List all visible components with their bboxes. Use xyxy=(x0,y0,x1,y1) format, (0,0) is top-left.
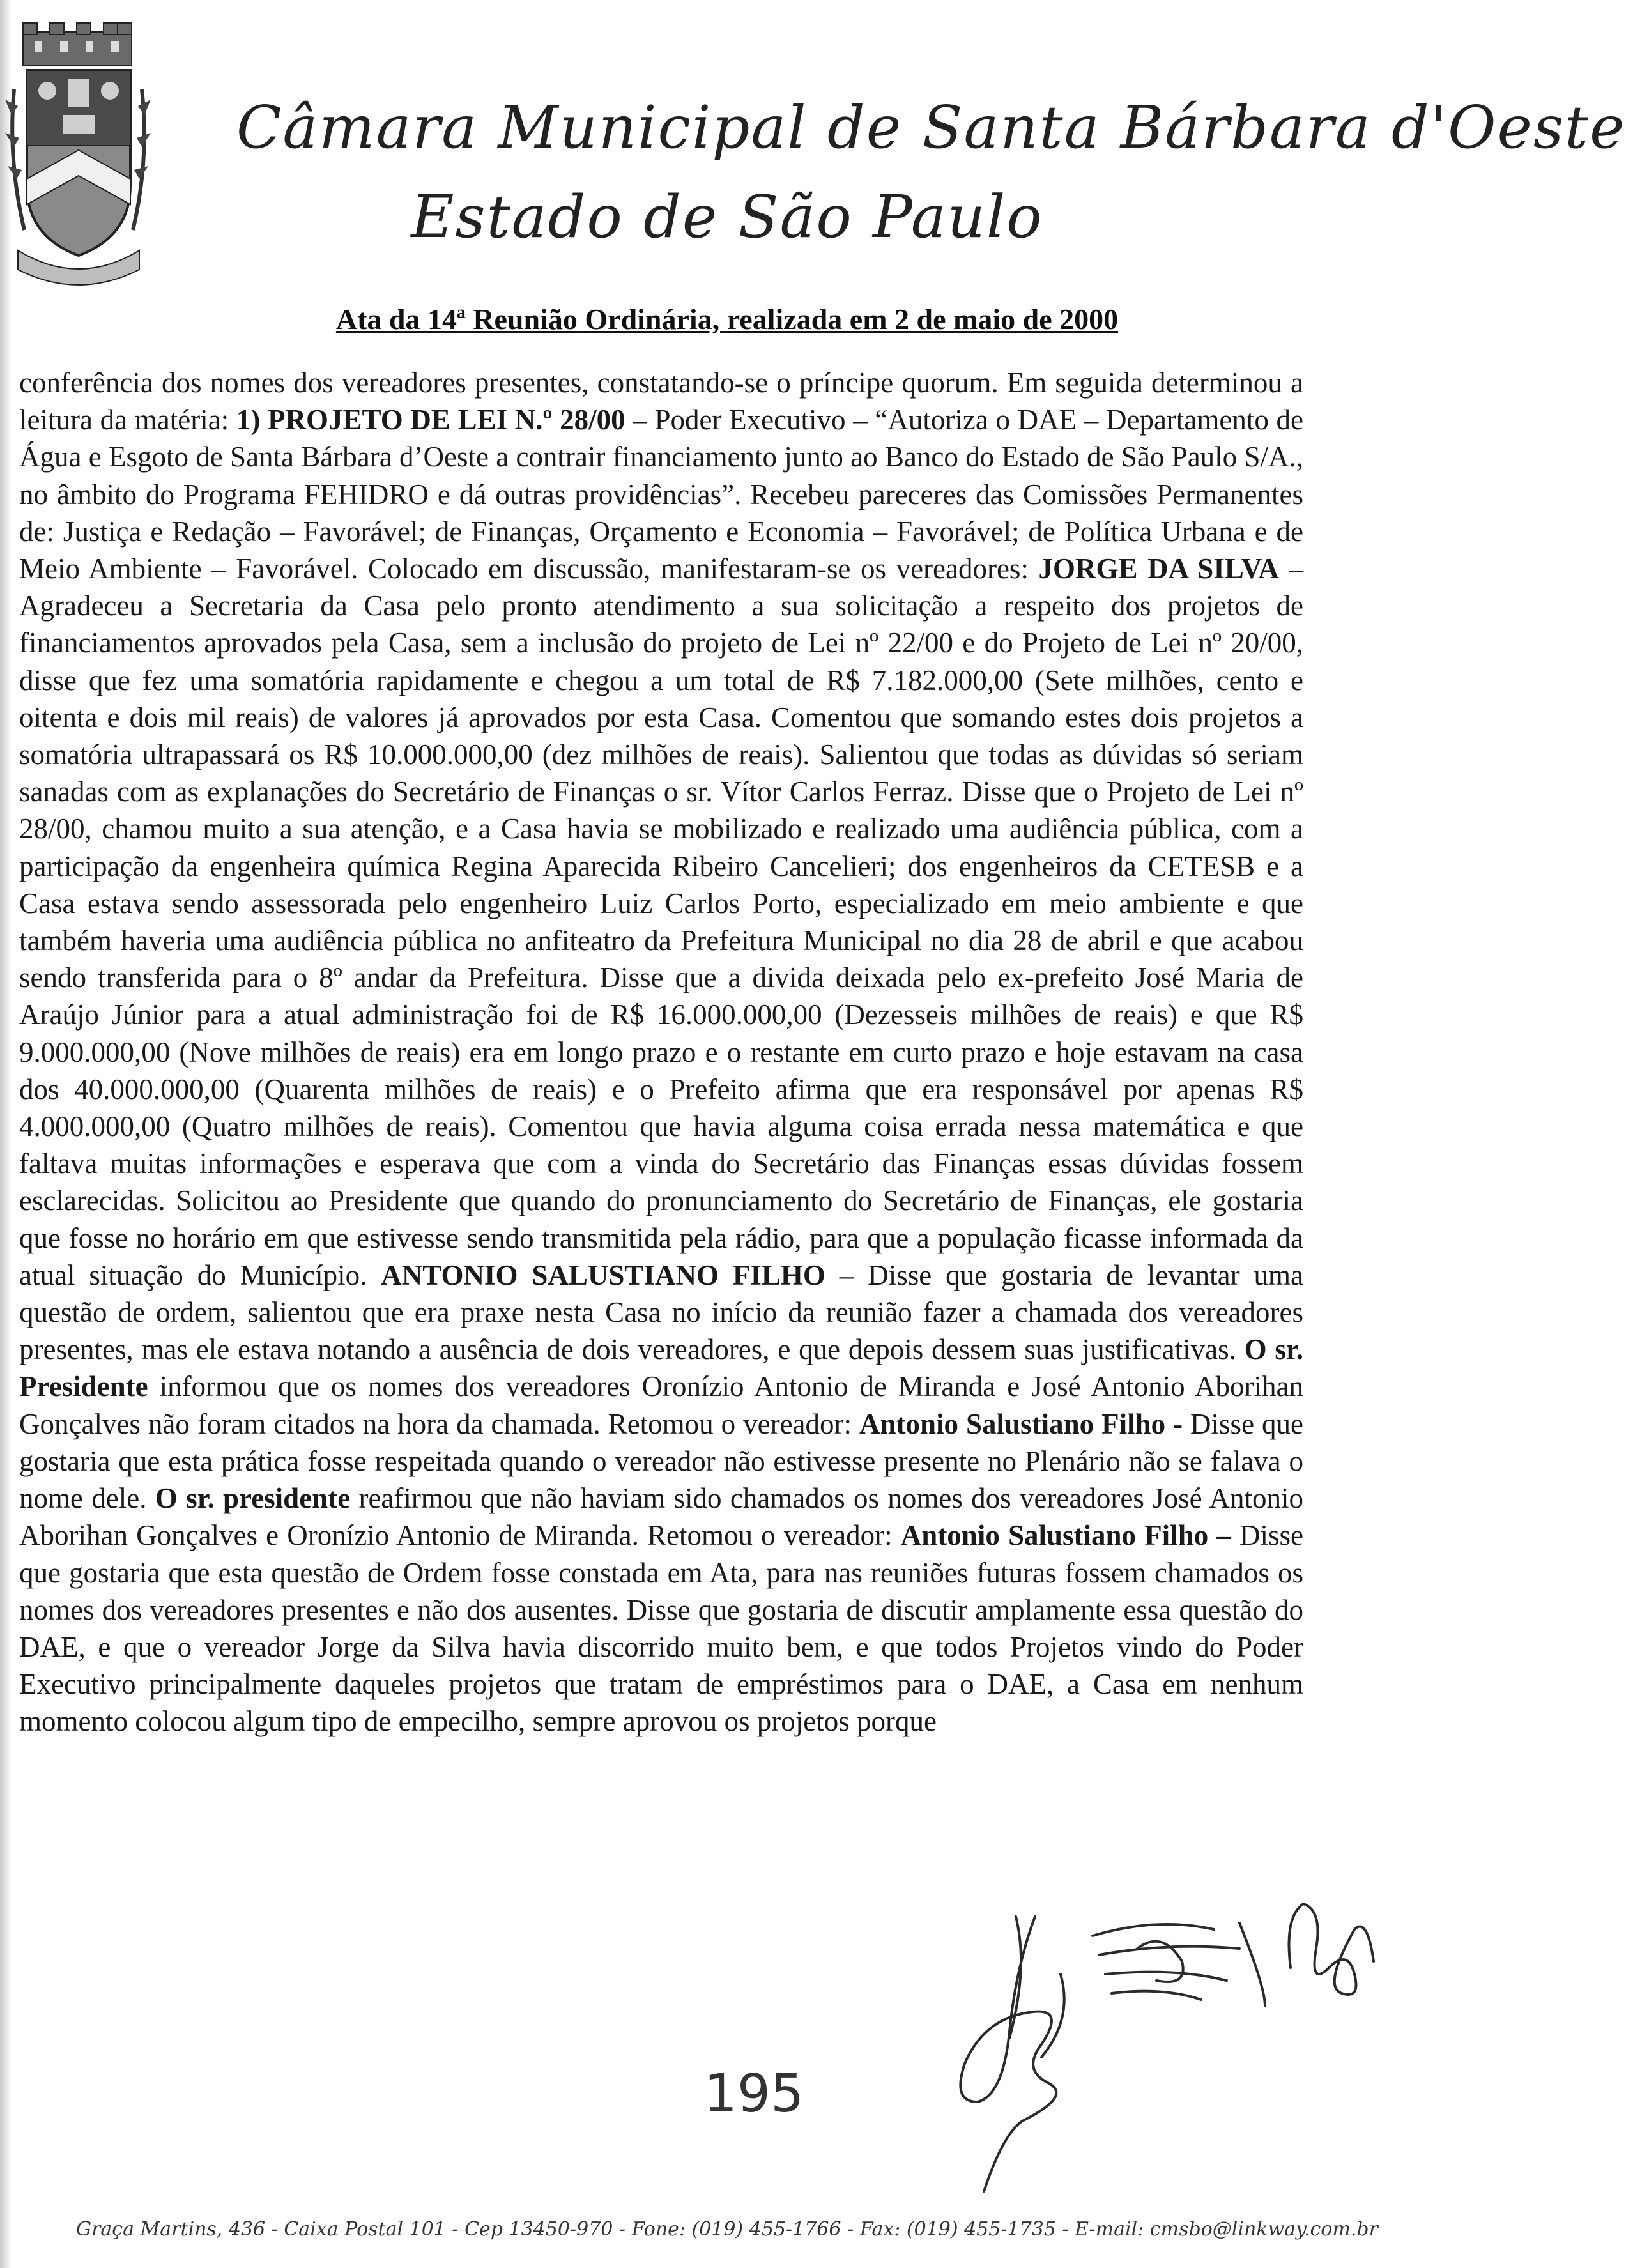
state-name-heading: Estado de São Paulo xyxy=(411,183,1043,251)
bill-reference: 1) PROJETO DE LEI N.º 28/00 xyxy=(236,404,625,436)
body-text-segment: – Agradeceu a Secretaria da Casa pelo pronto atendimento a sua solicitação a respeito dos projetos de financiamentos aprovados pela Casa, sem a inclusão do projeto de Lei nº 22/00 e do Projeto de Lei nº 20/00, disse que fez uma somatória rapidamente e chegou a um total de R$ 7.182.000,00 (Sete milhões, cento e oitenta e dois mil reais) de valores já aprovados por esta Casa. Comentou que somando estes dois projetos a somatória ultrapassará os R$ 10.000.000,00 (dez milhões de reais). Salientou que todas as dúvidas só seriam sanadas com as explanações do Secretário de Finanças o sr. Vítor Carlos Ferraz. Disse que o Projeto de Lei nº 28/00, chamou muito a sua atenção, e a Casa havia se mobilizado e realizado uma audiência pública, com a participação da engenheira química Regina Aparecida Ribeiro Cancelieri; dos engenheiros da CETESB e a Casa estava sendo assessorada pelo engenheiro Luiz Carlos Porto, especializado em meio ambiente e que também haveria uma audiência pública no anfiteatro da Prefeitura Municipal no dia 28 de abril e que acabou sendo transferida para o 8º andar da Prefeitura. Disse que a divida deixada pelo ex-prefeito José Maria de Araújo Júnior para a atual administração foi de R$ 16.000.000,00 (Dezesseis milhões de reais) e que R$ 9.000.000,00 (Nove milhões de reais) era em longo prazo e o restante em curto prazo e hoje estavam na casa dos 40.000.000,00 (Quarenta milhões de reais) e o Prefeito afirma que era responsável por apenas R$ 4.000.000,00 (Quatro milhões de reais). Comentou que havia alguma coisa errada nessa matemática e que faltava muitas informações e esperava que com a vinda do Secretário das Finanças essas dúvidas fossem esclarecidas. Solicitou ao Presidente que quando do pronunciamento do Secretário de Finanças, ele gostaria que fosse no horário em que estivesse sendo transmitida pela rádio, para que a população ficasse informada da atual situação do Município. xyxy=(19,553,1303,1291)
speaker-name: Antonio Salustiano Filho - xyxy=(859,1407,1183,1440)
speaker-name: O sr. Presidente xyxy=(19,1333,1303,1403)
page-number: 195 xyxy=(703,2064,804,2124)
minutes-title: Ata da 14ª Reunião Ordinária, realizada em 2 de maio de 2000 xyxy=(335,303,1119,335)
body-text-segment: – Poder Executivo – “Autoriza o DAE – Departamento de Água e Esgoto de Santa Bárbara d’Oeste a contrair financiamento junto ao Banco do Estado de São Paulo S/A., no âmbito do Programa FEHIDRO e dá outras providências”. Recebeu pareceres das Comissões Permanentes de: Justiça e Redação – Favorável; de Finanças, Orçamento e Economia – Favorável; de Política Urbana e de Meio Ambiente – Favorável. Colocado em discussão, manifestaram-se os vereadores: xyxy=(19,404,1304,585)
body-text-segment: conferência dos nomes dos vereadores presentes, constatando-se o príncipe quorum. Em seguida determinou a leitura da matéria: xyxy=(19,367,1303,436)
minutes-body xyxy=(19,364,1303,1740)
handwritten-signatures xyxy=(882,1891,1418,2211)
scanned-page-edge xyxy=(0,0,12,2268)
speaker-name: O sr. presidente xyxy=(155,1482,351,1515)
chamber-name-heading: Câmara Municipal de Santa Bárbara d'Oeste xyxy=(236,93,1626,162)
body-text-segment: Disse que gostaria que esta prática fosse respeitada quando o vereador não estivesse presente no Plenário não se falava o nome dele. xyxy=(19,1407,1303,1515)
body-text-segment: informou que os nomes dos vereadores Oronízio Antonio de Miranda e José Antonio Aborihan Gonçalves não foram citados na hora da chamada. Retomou o vereador: xyxy=(19,1370,1303,1440)
speaker-name: Antonio Salustiano Filho – xyxy=(900,1519,1231,1552)
body-text-segment: reafirmou que não haviam sido chamados os nomes dos vereadores José Antonio Aborihan Gonçalves e Oronízio Antonio de Miranda. Retomou o vereador: xyxy=(19,1482,1303,1552)
body-text-segment: Disse que gostaria que esta questão de Ordem fosse constada em Ata, para nas reuniões futuras fossem chamados os nomes dos vereadores presentes e não dos ausentes. Disse que gostaria de discutir amplamente essa questão do DAE, e que o vereador Jorge da Silva havia discorrido muito bem, e que todos Projetos vindo do Poder Executivo principalmente daqueles projetos que tratam de empréstimos para o DAE, a Casa em nenhum momento colocou algum tipo de empecilho, sempre aprovou os projetos porque xyxy=(19,1519,1303,1738)
minutes-paragraph xyxy=(19,364,1303,1740)
footer-contact-info: Graça Martins, 436 - Caixa Postal 101 - Cep 13450-970 - Fone: (019) 455-1766 - Fax: (019) 455-1735 - E-mail: cmsbo@linkway.com.br xyxy=(76,2218,1378,2241)
speaker-name: JORGE DA SILVA xyxy=(1038,553,1279,585)
speaker-name: ANTONIO SALUSTIANO FILHO xyxy=(381,1259,825,1291)
body-text-segment: – Disse que gostaria de levantar uma questão de ordem, salientou que era praxe nesta Casa no início da reunião fazer a chamada dos vereadores presentes, mas ele estava notando a ausência de dois vereadores, e que depois dessem suas justificativas. xyxy=(19,1259,1303,1366)
